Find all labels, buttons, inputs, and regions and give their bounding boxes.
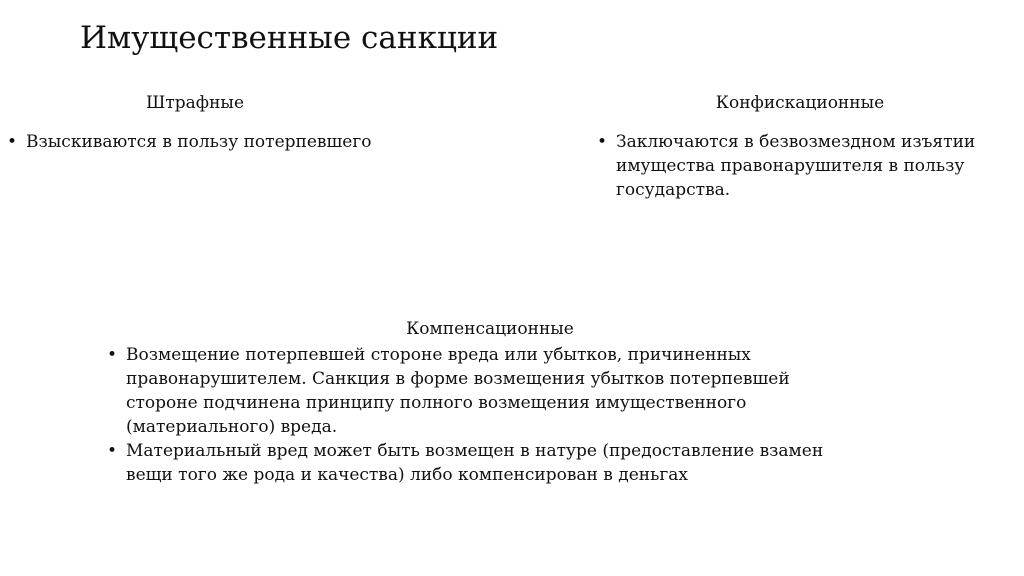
slide-title: Имущественные санкции — [80, 20, 499, 56]
penalty-item: • Взыскиваются в пользу потерпевшего — [4, 130, 474, 154]
confiscation-heading: Конфискационные — [715, 93, 885, 113]
compensation-list — [104, 343, 864, 487]
compensation-item: • Возмещение потерпевшей стороне вреда или убытков, причиненных правонарушителем. Санкция в форме возмещения убытков потерпевшей стороне подчинена принципу полного возмещения имущественного (материального) вреда. — [104, 343, 864, 439]
compensation-heading: Компенсационные — [406, 319, 574, 339]
penalty-heading: Штрафные — [145, 93, 245, 113]
confiscation-item: • Заключаются в безвозмездном изъятии имущества правонарушителя в пользу государства. — [594, 130, 1019, 202]
compensation-item: • Материальный вред может быть возмещен в натуре (предоставление взамен вещи того же рода и качества) либо компенсирован в деньгах — [104, 439, 864, 487]
confiscation-list — [594, 130, 1019, 202]
penalty-list — [4, 130, 474, 154]
